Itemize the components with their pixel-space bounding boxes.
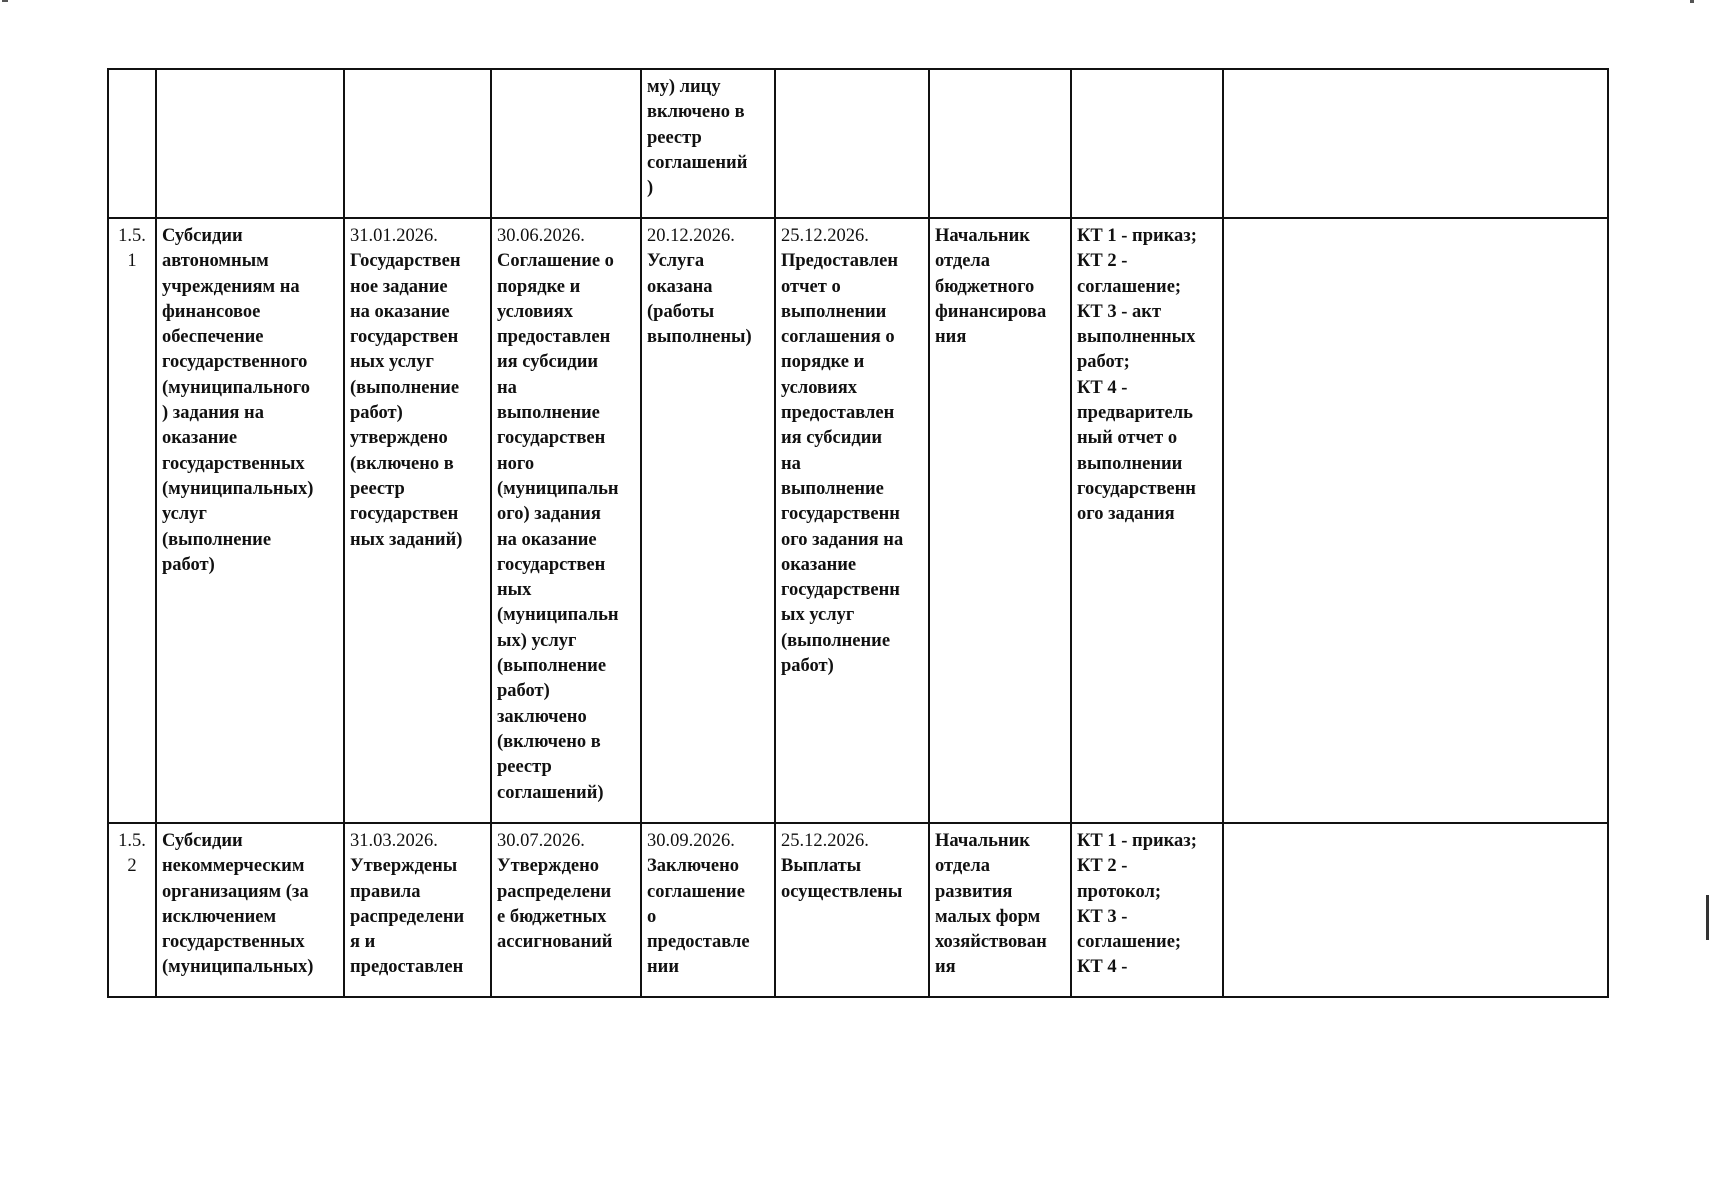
row-number-cell: [108, 69, 156, 218]
table-row: [108, 823, 1608, 997]
checkpoint-1-text: Государствен ное задание на оказание государствен ных услуг (выполнение работ) утверждено (включено в реестр государствен ных заданий): [350, 251, 463, 550]
row-number-cell: 1.5. 2: [108, 823, 156, 997]
checkpoint-1-cell: [344, 823, 491, 997]
checkpoint-4-cell: [775, 218, 929, 823]
checkpoint-2-text: Утверждено распределени е бюджетных ассигнований: [497, 856, 613, 953]
checkpoint-1-cell: [344, 218, 491, 823]
table-row: [108, 69, 1608, 218]
documents-cell: [1071, 69, 1223, 218]
checkpoint-1-cell: [344, 69, 491, 218]
checkpoint-4-cell: [775, 69, 929, 218]
responsible-cell: Начальник отдела бюджетного финансирова ния: [929, 218, 1071, 823]
checkpoint-2-date: 30.06.2026.: [497, 226, 585, 246]
checkpoint-3-date: 20.12.2026.: [647, 226, 735, 246]
checkpoint-3-cell: [641, 823, 775, 997]
checkpoint-1-date: 31.01.2026.: [350, 226, 438, 246]
checkpoint-2-text: Соглашение о порядке и условиях предоставлен ия субсидии на выполнение государствен ного (муниципальн ого) задания на оказание государствен ных (муниципальн ых) услуг (выполнение работ) заключено (включено в реестр соглашений): [497, 251, 619, 803]
checkpoint-2-date: 30.07.2026.: [497, 831, 585, 851]
checkpoint-2-cell: [491, 69, 641, 218]
checkpoint-4-date: 25.12.2026.: [781, 831, 869, 851]
scan-mark-top-left: [2, 0, 8, 2]
checkpoint-3-text: Заключено соглашение о предоставле нии: [647, 856, 750, 978]
checkpoint-4-text: Выплаты осуществлены: [781, 856, 903, 902]
checkpoint-3-text: му) лицу включено в реестр соглашений ): [647, 77, 748, 199]
checkpoint-4-cell: [775, 823, 929, 997]
scan-mark-top-right: [1690, 0, 1694, 3]
checkpoint-4-date: 25.12.2026.: [781, 226, 869, 246]
checkpoint-4-text: Предоставлен отчет о выполнении соглашения о порядке и условиях предоставлен ия субсидии на выполнение государственн ого задания на оказание государственн ых услуг (выполнение работ): [781, 251, 904, 677]
checkpoint-1-date: 31.03.2026.: [350, 831, 438, 851]
table-row: [108, 218, 1608, 823]
notes-cell: [1223, 823, 1608, 997]
checkpoint-1-text: Утверждены правила распределени я и предоставлен: [350, 856, 465, 978]
event-name-cell: Субсидии некоммерческим организациям (за исключением государственных (муниципальных): [156, 823, 344, 997]
checkpoint-2-cell: [491, 823, 641, 997]
plan-table: [107, 68, 1609, 998]
notes-cell: [1223, 69, 1608, 218]
row-number-cell: 1.5. 1: [108, 218, 156, 823]
documents-cell: КТ 1 - приказ; КТ 2 - соглашение; КТ 3 - акт выполненных работ; КТ 4 - предваритель ный отчет о выполнении государственн ого задания: [1071, 218, 1223, 823]
event-name-cell: Субсидии автономным учреждениям на финансовое обеспечение государственного (муниципального ) задания на оказание государственных (муниципальных) услуг (выполнение работ): [156, 218, 344, 823]
checkpoint-3-text: Услуга оказана (работы выполнены): [647, 251, 752, 348]
checkpoint-2-cell: [491, 218, 641, 823]
responsible-cell: [929, 69, 1071, 218]
event-name-cell: [156, 69, 344, 218]
responsible-cell: Начальник отдела развития малых форм хозяйствован ия: [929, 823, 1071, 997]
checkpoint-3-date: 30.09.2026.: [647, 831, 735, 851]
notes-cell: [1223, 218, 1608, 823]
documents-cell: КТ 1 - приказ; КТ 2 - протокол; КТ 3 - соглашение; КТ 4 -: [1071, 823, 1223, 997]
checkpoint-3-cell: [641, 69, 775, 218]
checkpoint-3-cell: [641, 218, 775, 823]
scan-mark-right-edge: [1706, 895, 1709, 940]
